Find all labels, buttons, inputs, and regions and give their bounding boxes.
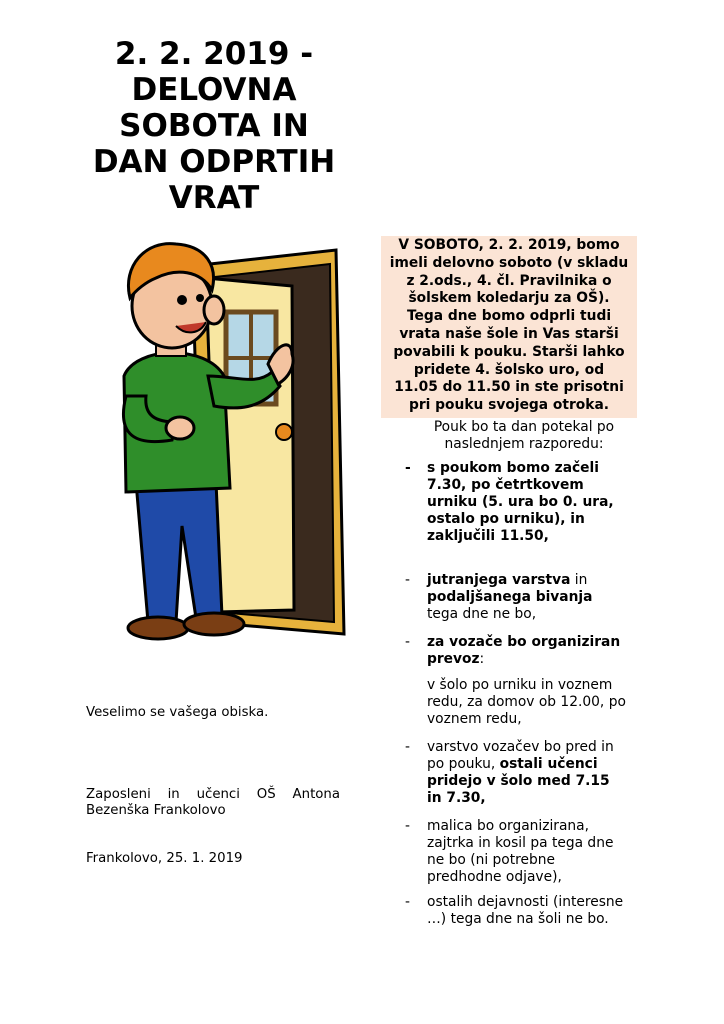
item-line: tega dne ne bo, [427,606,537,622]
notice-line: z 2.ods., 4. čl. Pravilnika o [406,272,612,289]
schedule-item-activities [400,894,652,928]
item-line: ostalo po urniku), in [427,511,585,527]
item-line: …) tega dne na šoli ne bo. [427,911,609,927]
list-bullet: - [405,572,410,588]
intro-line: naslednjem razporedu: [444,436,604,452]
item-line: redu, za domov ob 12.00, po [427,694,626,710]
item-line: 7.30, po četrtkovem [427,477,584,493]
list-bullet: - [405,739,410,755]
intro-line: Pouk bo ta dan potekal po [433,419,615,435]
signature-line: Zaposleni in učenci OŠ Antona [86,787,340,802]
notice-line: vrata naše šole in Vas starši [399,325,619,342]
title-line: 2. 2. 2019 - [114,36,314,72]
signature-block [86,787,340,819]
schedule-item-meals [400,818,652,886]
item-line: prevoz: [427,651,485,667]
schedule-intro [400,419,648,453]
item-line: v šolo po urniku in voznem [427,677,613,693]
list-bullet: - [405,460,411,476]
item-line: jutranjega varstva in [427,572,588,588]
title-line: DELOVNA [131,72,297,108]
schedule-item-start-end [400,460,652,545]
signature-line: Bezenška Frankolovo [86,803,226,818]
item-line: za vozače bo organiziran [427,634,621,650]
schedule-item-commuter-care [400,739,652,807]
notice-line: šolskem koledarju za OŠ). [408,290,610,307]
notice-box [381,236,637,418]
list-bullet: - [405,818,410,834]
closing-text: Veselimo se vašega obiska. [86,705,269,720]
item-line: varstvo vozačev bo pred in [427,739,614,755]
item-line: po pouku, ostali učenci [427,756,598,772]
notice-line: pridete 4. šolsko uro, od [413,361,605,378]
item-line: predhodne odjave), [427,869,562,885]
item-line: pridejo v šolo med 7.15 [427,773,610,789]
notice-line: V SOBOTO, 2. 2. 2019, bomo [398,237,620,253]
title-line: DAN ODPRTIH [92,144,336,180]
item-line: in 7.30, [427,790,486,806]
item-line: zaključili 11.50, [427,528,549,544]
notice-line: pri pouku svojega otroka. [408,397,610,414]
notice-line: 11.05 do 11.50 in ste prisotni [394,379,624,396]
schedule-item-transport [400,634,652,728]
item-line: malica bo organizirana, [427,818,590,834]
notice-line: povabili k pouku. Starši lahko [393,343,625,360]
item-line: podaljšanega bivanja [427,589,593,605]
notice-line: Tega dne bomo odprli tudi [406,308,612,325]
item-line: voznem redu, [427,711,522,727]
item-line: urniku (5. ura bo 0. ura, [427,494,614,510]
item-line: s poukom bomo začeli [427,460,600,476]
list-bullet: - [405,634,410,650]
list-bullet: - [405,894,410,910]
item-line: ne bo (ni potrebne [427,852,556,868]
item-line: zajtrka in kosil pa tega dne [427,835,614,851]
notice-line: imeli delovno soboto (v skladu [389,254,629,271]
item-line: ostalih dejavnosti (interesne [427,894,624,910]
page-title [78,36,350,216]
schedule-item-care [400,572,652,623]
place-date: Frankolovo, 25. 1. 2019 [86,851,243,866]
title-line: VRAT [168,180,260,216]
boy-opening-door-illustration [96,226,346,658]
title-line: SOBOTA IN [119,108,309,144]
